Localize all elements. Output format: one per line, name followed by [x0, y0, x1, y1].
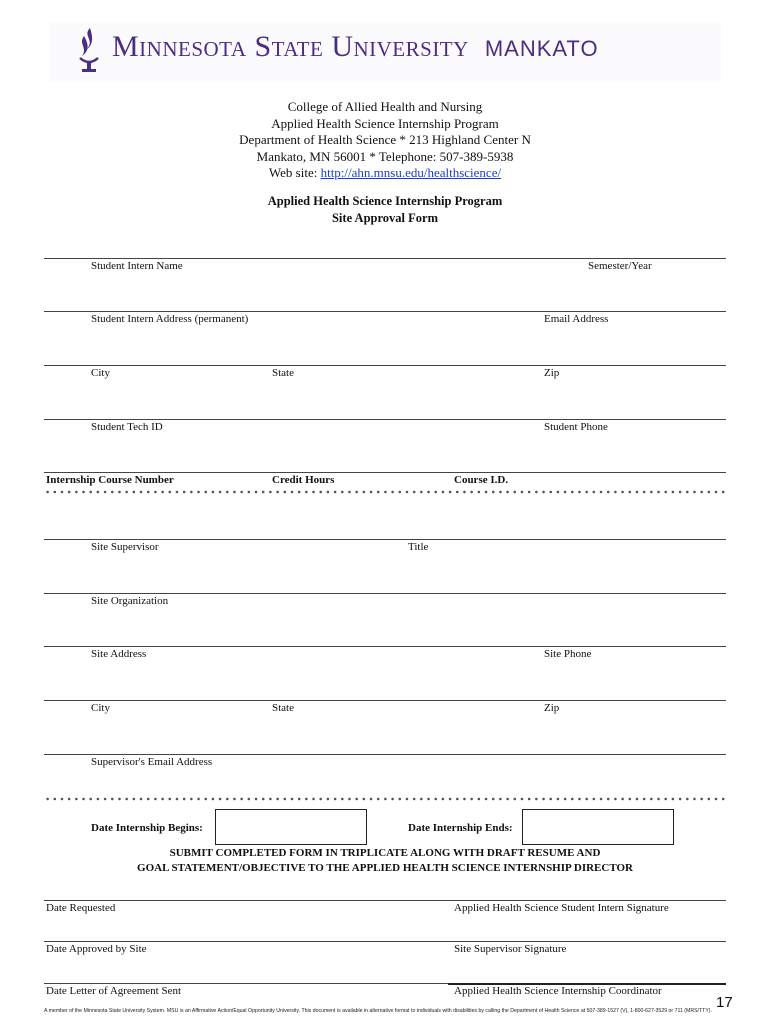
department-header [0, 99, 770, 182]
submit-instructions [0, 846, 770, 876]
label-student-city: City [91, 367, 110, 379]
site-organization-line[interactable] [44, 593, 726, 594]
label-site-address: Site Address [91, 648, 147, 660]
label-title: Title [408, 541, 429, 553]
label-date-approved: Date Approved by Site [46, 943, 147, 955]
date-ends-input[interactable] [522, 809, 674, 845]
label-date-requested: Date Requested [46, 902, 116, 914]
label-supervisor-signature: Site Supervisor Signature [454, 943, 567, 955]
logo-word-2: State [254, 30, 324, 63]
label-date-letter: Date Letter of Agreement Sent [46, 985, 182, 997]
page-number: 17 [716, 994, 733, 1011]
label-student-state: State [272, 367, 294, 379]
label-course-id: Course I.D. [454, 474, 509, 486]
label-site-phone: Site Phone [544, 648, 592, 660]
submit-line-1: SUBMIT COMPLETED FORM IN TRIPLICATE ALONG WITH DRAFT RESUME AND [169, 847, 601, 859]
form-title [0, 193, 770, 226]
dotted-separator [44, 796, 726, 802]
intern-address-line[interactable] [44, 311, 726, 312]
intern-name-line[interactable] [44, 258, 726, 259]
label-semester-year: Semester/Year [588, 260, 652, 272]
site-supervisor-line[interactable] [44, 539, 726, 540]
label-credit-hours: Credit Hours [272, 474, 335, 486]
label-student-phone: Student Phone [544, 421, 608, 433]
label-supervisor-email: Supervisor's Email Address [91, 756, 213, 768]
label-tech-id: Student Tech ID [91, 421, 163, 433]
supervisor-email-line[interactable] [44, 754, 726, 755]
label-intern-name: Student Intern Name [91, 260, 183, 272]
label-intern-address: Student Intern Address (permanent) [91, 313, 249, 325]
date-begins-input[interactable] [215, 809, 367, 845]
label-date-begins: Date Internship Begins: [91, 822, 203, 834]
label-coordinator: Applied Health Science Internship Coordinator [454, 985, 662, 997]
tech-id-line[interactable] [44, 419, 726, 420]
submit-line-2: GOAL STATEMENT/OBJECTIVE TO THE APPLIED HEALTH SCIENCE INTERNSHIP DIRECTOR [137, 862, 633, 874]
label-site-supervisor: Site Supervisor [91, 541, 159, 553]
logo-word-3: University [331, 30, 469, 63]
header-line-1: College of Allied Health and Nursing [287, 99, 483, 114]
dotted-separator [44, 489, 726, 495]
label-site-state: State [272, 702, 294, 714]
student-city-line[interactable] [44, 365, 726, 366]
signature-line-2[interactable] [44, 941, 726, 942]
label-site-organization: Site Organization [91, 595, 169, 607]
form-title-line-2: Site Approval Form [331, 210, 439, 225]
label-site-city: City [91, 702, 110, 714]
website-label: Web site: [268, 165, 321, 180]
flame-icon [74, 26, 104, 79]
label-course-number: Internship Course Number [46, 474, 174, 486]
label-intern-signature: Applied Health Science Student Intern Signature [454, 902, 669, 914]
website-link[interactable]: http://ahn.mnsu.edu/healthscience/ [320, 165, 502, 180]
header-line-4: Mankato, MN 56001 * Telephone: 507-389-5938 [256, 148, 514, 164]
signature-line-1[interactable] [44, 900, 726, 901]
header-line-3: Department of Health Science * 213 Highland Center N [239, 132, 531, 147]
logo-wordmark [112, 30, 599, 64]
label-date-ends: Date Internship Ends: [408, 822, 513, 834]
label-student-zip: Zip [544, 367, 560, 379]
header-website [0, 165, 770, 182]
logo-word-4: MANKATO [484, 36, 599, 61]
label-site-zip: Zip [544, 702, 560, 714]
label-email: Email Address [544, 313, 609, 325]
course-line[interactable] [44, 472, 726, 473]
header-line-2: Applied Health Science Internship Program [271, 115, 499, 131]
site-address-line[interactable] [44, 646, 726, 647]
footer-disclaimer: A member of the Minnesota State University System. MSU is an Affirmative Action/Equal Opportunity University. This document is available in alternative format to individuals with disabilities by calling the Department of Health Science at 507-389-1527 (V), 1-800-627-3529 or 711 (MRS/TTY). [44, 1008, 712, 1014]
logo-word-1: Minnesota [112, 30, 247, 63]
form-title-line-1: Applied Health Science Internship Program [267, 194, 503, 208]
site-city-line[interactable] [44, 700, 726, 701]
